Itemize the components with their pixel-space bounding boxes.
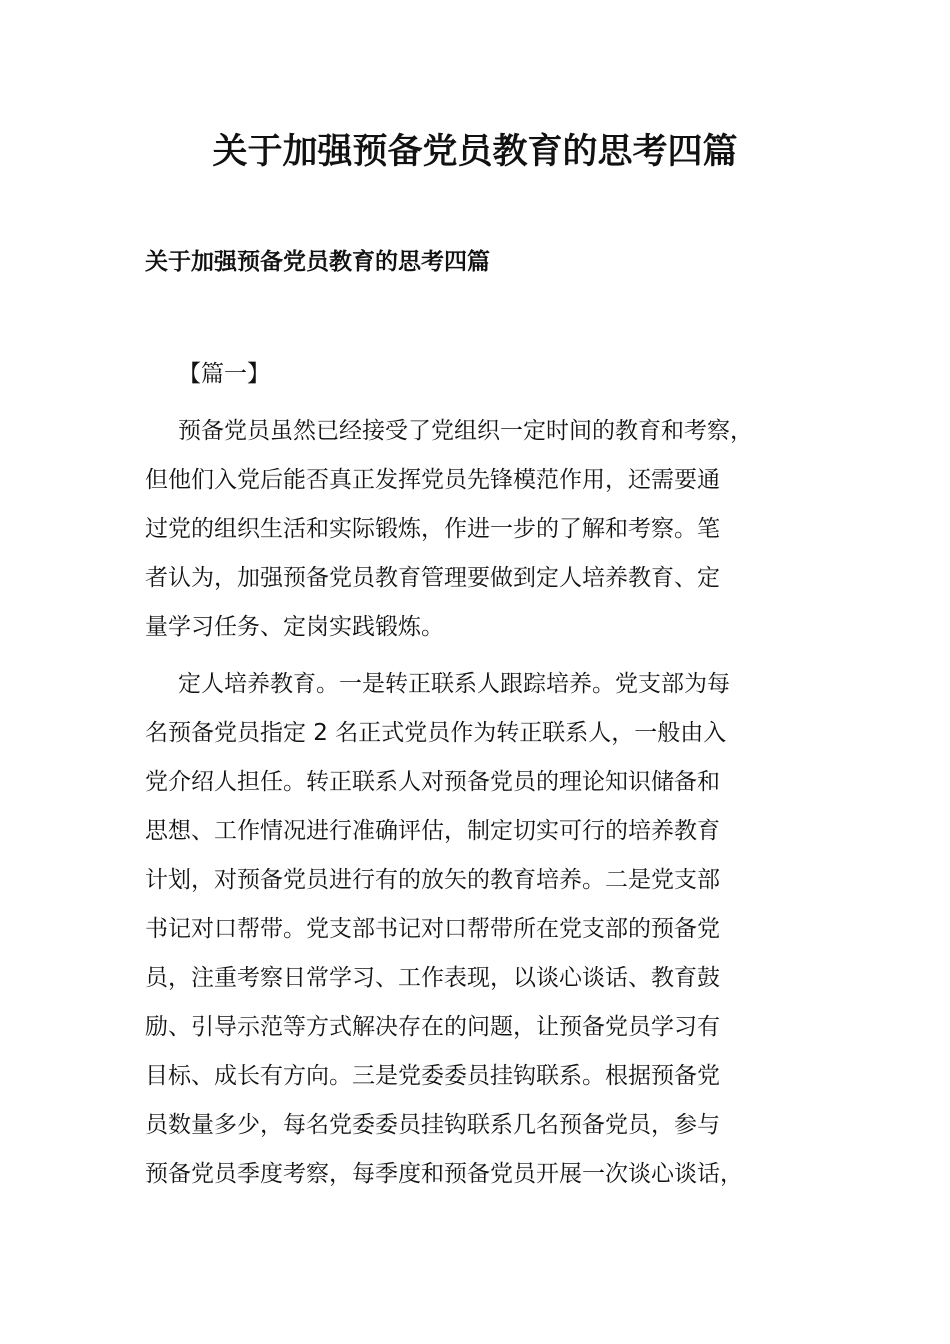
paragraph-line: 思想、工作情况进行准确评估，制定切实可行的培养教育 xyxy=(145,818,720,844)
paragraph-line: 预备党员季度考察，每季度和预备党员开展一次谈心谈话， xyxy=(145,1161,743,1187)
paragraph-line: 量学习任务、定岗实践锻炼。 xyxy=(145,614,444,640)
paragraph-line: 预备党员虽然已经接受了党组织一定时间的教育和考察， xyxy=(178,418,753,444)
paragraph-line: 党介绍人担任。转正联系人对预备党员的理论知识储备和 xyxy=(145,769,720,795)
paragraph-2 xyxy=(145,660,805,1199)
paragraph-line: 但他们入党后能否真正发挥党员先锋模范作用，还需要通 xyxy=(145,467,720,493)
paragraph-1 xyxy=(145,407,805,652)
section-label: 【篇一】 xyxy=(178,361,270,387)
paragraph-line: 定人培养教育。一是转正联系人跟踪培养。党支部为每 xyxy=(178,671,730,697)
paragraph-line: 计划，对预备党员进行有的放矢的教育培养。二是党支部 xyxy=(145,867,720,893)
paragraph-line: 者认为，加强预备党员教育管理要做到定人培养教育、定 xyxy=(145,565,720,591)
paragraph-line: 名预备党员指定 2 名正式党员作为转正联系人，一般由入 xyxy=(145,720,727,746)
paragraph-line: 目标、成长有方向。三是党委委员挂钩联系。根据预备党 xyxy=(145,1063,720,1089)
paragraph-line: 励、引导示范等方式解决存在的问题，让预备党员学习有 xyxy=(145,1014,720,1040)
paragraph-line: 过党的组织生活和实际锻炼，作进一步的了解和考察。笔 xyxy=(145,516,720,542)
document-title: 关于加强预备党员教育的思考四篇 xyxy=(212,132,738,172)
paragraph-line: 员，注重考察日常学习、工作表现，以谈心谈话、教育鼓 xyxy=(145,965,720,991)
paragraph-line: 员数量多少，每名党委委员挂钩联系几名预备党员，参与 xyxy=(145,1112,720,1138)
document-subtitle: 关于加强预备党员教育的思考四篇 xyxy=(145,249,490,275)
paragraph-line: 书记对口帮带。党支部书记对口帮带所在党支部的预备党 xyxy=(145,916,720,942)
